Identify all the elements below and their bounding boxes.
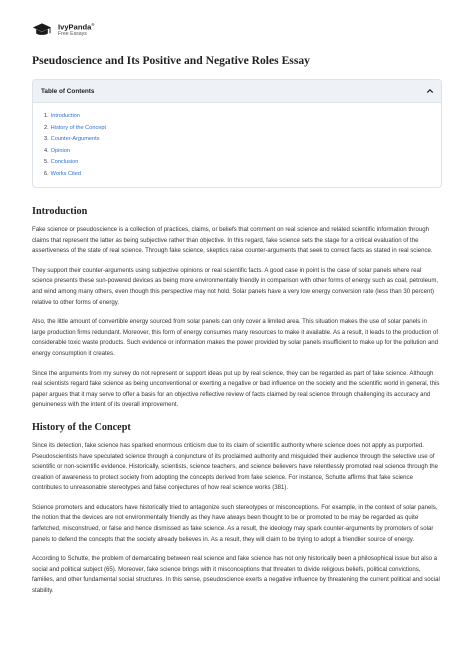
- table-of-contents: [32, 79, 442, 188]
- page-title: Pseudoscience and Its Positive and Negative Roles Essay: [32, 54, 310, 67]
- graduation-cap-icon: [32, 20, 52, 40]
- paragraph: Also, the little amount of convertible energy sourced from solar panels can only cover a limited area. This situation makes the use of solar panels in large production firms redundant. Moreover, this form of energy consumes many resources to make it available. As a result, it leads to the production of considerable toxic waste products. Such evidence or information makes the power provided by solar panels insufficient to make up for the pollution and energy consumption it creates.: [32, 318, 439, 357]
- site-logo[interactable]: [32, 0, 442, 42]
- toc-item-opinion: 4. Opinion: [44, 147, 70, 154]
- toc-list: [33, 103, 441, 187]
- paragraph: According to Schutte, the problem of demarcating between real science and fake science has not only historically been a philosophical issue but also a social and political subject (65). Moreover, fake science brings with it misconceptions that threaten to divide religious beliefs, political convictions, families, and other fundamental social structures. In this sense, pseudoscience exerts a negative influence by threatening the current political and social stability.: [32, 555, 440, 595]
- paragraph: Fake science or pseudoscience is a collection of practices, claims, or beliefs that comment on real science and related scientific information through claims that represent the latter as being subjective rather than objective. In this regard, fake science sets the stage for a critical evaluation of the assertiveness of the state of real science. Through fake science, skeptics raise counter-arguments that seek to correct facts as stated in real science.: [32, 226, 433, 255]
- toc-link-works-cited[interactable]: Works Cited: [50, 170, 82, 177]
- brand-tagline: Free Essays: [58, 30, 87, 37]
- paragraph: They support their counter-arguments using subjective opinions or real scientific facts. A good case in point is the case of solar panels where real science presents these sun-powered devices as being more environmentally friendly in comparison with other forms of energy such as coal, petroleum, and wind among many others, even though this perspective may not hold. Solar panels have a very low energy conversion rate (less than 30 percent) relative to other forms of energy.: [32, 266, 439, 306]
- toc-item-introduction: 1. Introduction: [44, 113, 80, 119]
- toc-link-history[interactable]: History of the Concept: [50, 124, 107, 131]
- toc-link-opinion[interactable]: Opinion: [50, 147, 70, 154]
- toc-item-conclusion: 5. Conclusion: [44, 159, 79, 165]
- toc-item-works-cited: 6. Works Cited: [44, 170, 82, 177]
- paragraph: Since the arguments from my survey do not represent or support ideas put up by real science, they can be regarded as part of fake science. Although real scientists regard fake science as being unconventional or exerting a negative or bad influence on the society and the scientific world in general, this paper argues that it may serve to offer a basis for an objective reflective review of facts claimed by real science through challenging its accuracy and genuineness with the intent of its overall improvement.: [32, 369, 440, 409]
- toc-item-counter-arguments: 3. Counter-Arguments: [44, 136, 100, 142]
- section-heading-history: History of the Concept: [32, 421, 131, 433]
- paragraph: Science promoters and educators have historically tried to antagonize such stereotypes or misconceptions. For example, in the context of solar panels, the notion that the devices are not environmentally friendly as they have always been thought to be or promoted to be may be regarded as quite farfetched, misconstrued, or false and hence dismissed as fake science. As a result, the ideology may spark counter-arguments by promoters of solar panels to defend the concepts that the society already believes in. As a result, they will claim to be trying to adopt a friendlier source of energy.: [32, 503, 438, 543]
- toc-link-introduction[interactable]: Introduction: [50, 113, 80, 119]
- toc-item-history: 2. History of the Concept: [44, 124, 107, 131]
- toc-link-counter-arguments[interactable]: Counter-Arguments: [50, 136, 100, 142]
- section-heading-introduction: Introduction: [32, 206, 88, 217]
- brand-name: IvyPanda®: [58, 21, 95, 32]
- toc-title: Table of Contents: [41, 87, 95, 95]
- chevron-up-icon[interactable]: [426, 87, 434, 95]
- toc-header[interactable]: [33, 80, 441, 103]
- paragraph: Since its detection, fake science has sparked enormous criticism due to its claim of scientific authority where science does not apply as purported. Pseudoscientists have speculated science through a conjuncture of its proclaimed authority and misguided their audience through the selective use of scientific or non-scientific evidence. Historically, scientists, science teachers, and science believers have relentlessly promoted real science through the creation of awareness to protect society from adopting the concepts derived from fake science. For instance, Schutte affirms that fake science contributes to unreasonable stereotypes and false conjectures of how real science works (381).: [32, 441, 438, 492]
- toc-link-conclusion[interactable]: Conclusion: [50, 159, 79, 165]
